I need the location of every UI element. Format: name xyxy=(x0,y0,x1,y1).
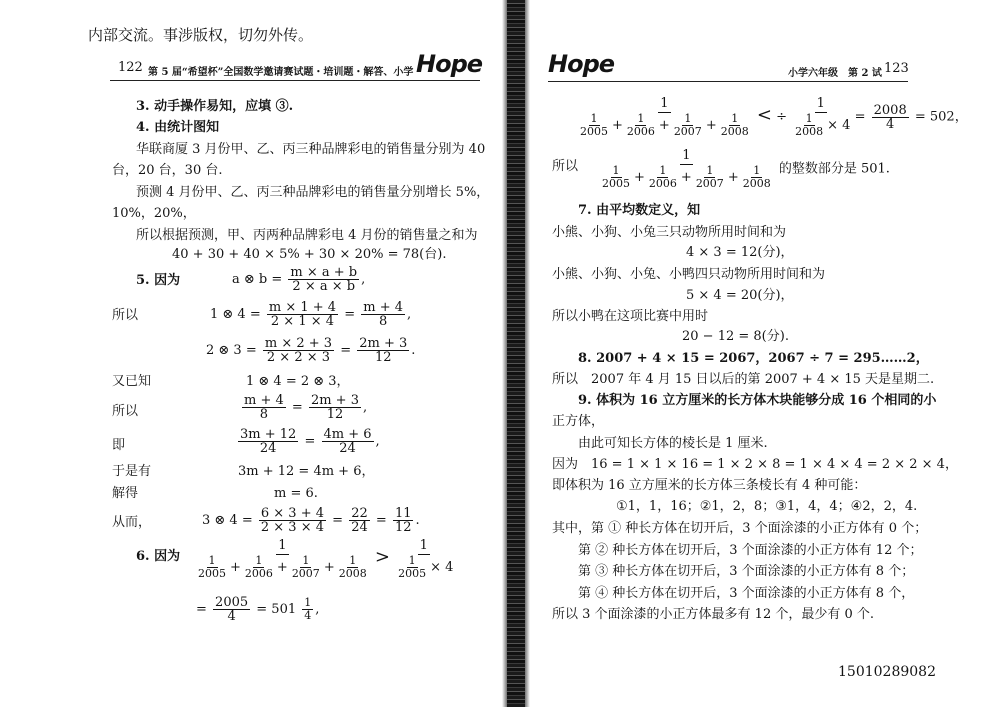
answer-5-heading: 5. 因为 xyxy=(136,273,181,288)
answer-7-eq3: 20 − 12 = 8(分). xyxy=(682,329,789,344)
answer-9-case3: 第 ③ 种长方体在切开后，3 个面涂漆的小正方体有 8 个； xyxy=(578,564,915,579)
eq5-fraction-equation: $\frac{m + 4}{8}$ = $\frac{2m + 3}{12}$ , xyxy=(244,393,368,422)
answer-8: 8. 2007 + 4 × 15 = 2067，2067 ÷ 7 = 295……2， xyxy=(578,351,929,366)
answer-9-line2: 由此可知长方体的棱长是 1 厘米. xyxy=(578,436,768,451)
answer-4-line5: 所以根据预测，甲、丙两种品牌彩电 4 月份的销售量之和为 xyxy=(136,228,478,243)
answer-7-line1: 小熊、小狗、小兔三只动物所用时间和为 xyxy=(552,225,787,240)
answer-4-line2: 台，20 台，30 台. xyxy=(112,163,223,178)
answer-9-conclusion: 所以 3 个面涂漆的小正方体最多有 12 个，最少有 0 个. xyxy=(552,607,875,622)
right-running-title: 小学六年级 第 2 试 xyxy=(788,68,882,79)
right-logo: Hope xyxy=(548,50,615,78)
footer-phone-number: 15010289082 xyxy=(838,664,936,680)
eq5-solution: m = 6. xyxy=(274,486,318,501)
book-spine xyxy=(507,0,525,707)
label-congr: 从而， xyxy=(112,515,152,530)
right-page-number: 123 xyxy=(884,61,909,76)
answer-4-equation: 40 + 30 + 40 × 5% + 30 × 20% = 78(台). xyxy=(172,247,447,262)
eq5-linear: 3m + 12 = 4m + 6， xyxy=(238,464,375,479)
eq6-integer-part: 1 $\frac{1}{2005}$ + $\frac{1}{2006}$ + $\frac{1}{2007}$ + $\frac{1}{2008}$ 的整数部分是 501. xyxy=(602,148,890,190)
eq6-result: = $\frac{2005}{4}$ = 501 $\frac{1}{4}$ , xyxy=(196,595,320,624)
answer-7-eq1: 4 × 3 = 12(分)， xyxy=(686,245,794,260)
answer-7-line2: 小熊、小狗、小兔、小鸭四只动物所用时间和为 xyxy=(552,267,826,282)
label-yushi: 于是有 xyxy=(112,464,152,479)
answer-9-options: ①1，1，16；②1，2，8；③1，4，4；④2，2，4. xyxy=(616,499,918,514)
eq5-one-op-four: 1 ⊗ 4 = $\frac{m \times 1 + 4}{2 \times 1 \times 4}$ = $\frac{m + 4}{8}$ , xyxy=(210,300,412,329)
right-header-rule xyxy=(548,81,908,82)
answer-9-case2: 第 ② 种长方体在切开后，3 个面涂漆的小正方体有 12 个； xyxy=(578,543,923,558)
answer-4-line4: 10%，20%， xyxy=(112,206,196,221)
left-page-number: 122 xyxy=(118,60,143,75)
answer-9-case4: 第 ④ 种长方体在切开后，3 个面涂漆的小正方体有 8 个， xyxy=(578,586,915,601)
answer-9-heading: 9. 体积为 16 立方厘米的长方体木块能够分成 16 个相同的小 xyxy=(578,393,937,408)
eq5-final: 3 ⊗ 4 = $\frac{6 \times 3 + 4}{2 \times 3 \times 4}$ = $\frac{22}{24}$ = $\frac{11}{12}$ . xyxy=(202,506,420,535)
answer-4-line3: 预测 4 月份甲、乙、丙三种品牌彩电的销售量分别增长 5%， xyxy=(136,185,490,200)
answer-4-heading: 4. 由统计图知 xyxy=(136,120,220,135)
answer-9-line3: 因为 16 = 1 × 1 × 16 = 1 × 2 × 8 = 1 × 4 × 4 = 2 × 2 × 4， xyxy=(552,457,958,472)
watermark-text: 内部交流。事涉版权，切勿外传。 xyxy=(88,26,314,44)
label-ji: 即 xyxy=(112,438,126,453)
answer-4-line1: 华联商厦 3 月份甲、乙、丙三种品牌彩电的销售量分别为 40 xyxy=(136,142,486,157)
answer-8-conclusion: 所以 2007 年 4 月 15 日以后的第 2007 + 4 × 15 天是星期二. xyxy=(552,372,935,387)
left-running-title: 第 5 届“希望杯”全国数学邀请赛试题・培训题・解答、小学 xyxy=(148,67,414,78)
eq6-inequality: 1 $\frac{1}{2005}$ + $\frac{1}{2006}$ + $\frac{1}{2007}$ + $\frac{1}{2008}$ > 1 $\frac{1}{2005}$ × 4 xyxy=(198,538,454,580)
answer-7-heading: 7. 由平均数定义，知 xyxy=(578,203,701,218)
label-jiede: 解得 xyxy=(112,486,139,501)
answer-9-line1: 正方体， xyxy=(552,414,605,429)
left-header-rule xyxy=(110,80,480,81)
eq6-continued: 1 $\frac{1}{2005}$ + $\frac{1}{2006}$ + $\frac{1}{2007}$ + $\frac{1}{2008}$ < ÷ 1 $\frac{1}{2008}$ × 4 = $\frac{2008}{4}$ = 502， xyxy=(580,96,968,138)
answer-7-line3: 所以小鸭在这项比赛中用时 xyxy=(552,309,709,324)
label-youzhi: 又已知 xyxy=(112,374,152,389)
label-suoyi-1: 所以 xyxy=(112,308,139,323)
answer-6-heading: 6. 因为 xyxy=(136,549,181,564)
eq5-simplified: $\frac{3m + 12}{24}$ = $\frac{4m + 6}{24}$ , xyxy=(240,427,380,456)
eq5-two-op-three: 2 ⊗ 3 = $\frac{m \times 2 + 3}{2 \times 2 \times 3}$ = $\frac{2m + 3}{12}$ . xyxy=(206,336,416,365)
left-logo: Hope xyxy=(416,50,483,78)
answer-9-line4: 即体积为 16 立方厘米的长方体三条棱长有 4 种可能： xyxy=(552,478,867,493)
answer-3: 3. 动手操作易知，应填 ③. xyxy=(136,99,294,114)
label-suoyi-right: 所以 xyxy=(552,159,579,174)
answer-9-case1: 其中，第 ① 种长方体在切开后，3 个面涂漆的小正方体有 0 个； xyxy=(552,521,928,536)
eq5-equal-ops: 1 ⊗ 4 = 2 ⊗ 3， xyxy=(246,374,350,389)
label-suoyi-2: 所以 xyxy=(112,404,139,419)
answer-7-eq2: 5 × 4 = 20(分)， xyxy=(686,288,794,303)
eq5-definition: a ⊗ b = $\frac{m \times a + b}{2 \times a \times b}$ , xyxy=(232,265,366,294)
